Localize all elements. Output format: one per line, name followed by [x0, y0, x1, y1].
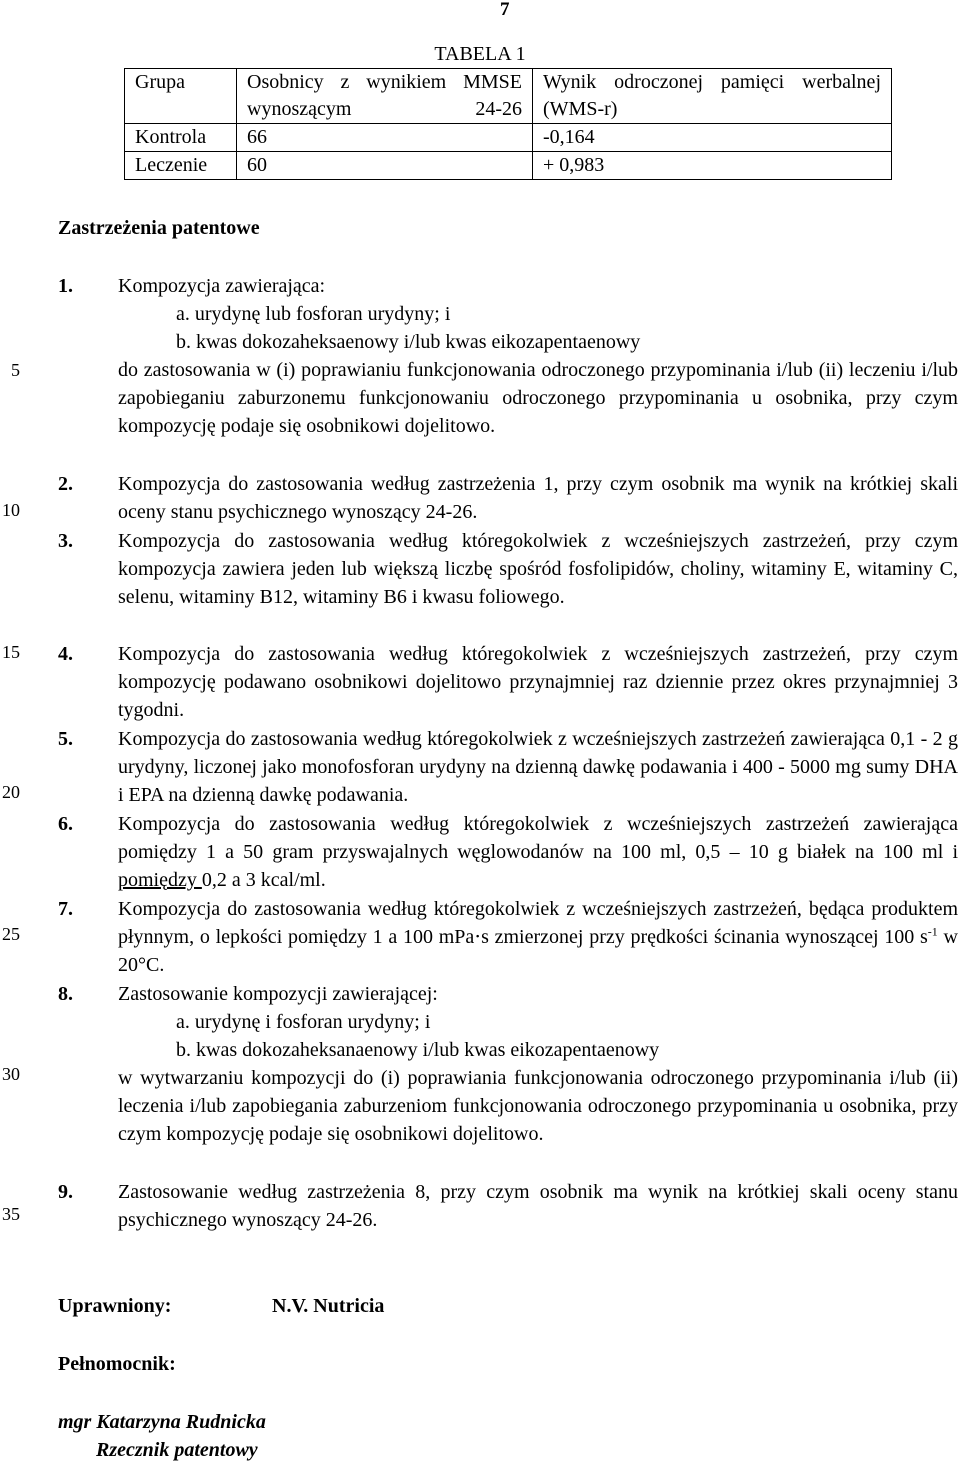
claim-text-part: Kompozycja do zastosowania według któregokolwiek z wcześniejszych zastrzeżeń, będąca produktem płynnym, o lepkości pomiędzy 1 a 100 mPa⋅s zmierzonej przy prędkości ścinania wynoszącej 100 s — [118, 898, 958, 948]
claim-number: 7. — [58, 898, 73, 920]
results-table — [124, 68, 892, 180]
attorney-role: Rzecznik patentowy — [96, 1439, 258, 1461]
claim-text-part: 0,2 a 3 kcal/ml. — [201, 869, 326, 891]
claim-item-a: a. urydynę lub fosforan urydyny; i — [176, 303, 451, 325]
page-number: 7 — [500, 0, 510, 20]
line-number: 10 — [2, 500, 20, 520]
superscript: -1 — [927, 924, 938, 939]
table-header-row — [125, 69, 892, 124]
claim-text-part: Kompozycja do zastosowania według któregokolwiek z wcześniejszych zastrzeżeń zawierająca pomiędzy 1 a 50 gram przyswajalnych węglowodanów na 100 ml, 0,5 – 10 g białek na 100 ml i — [118, 813, 958, 863]
table-header-cell: Osobnicy z wynikiem MMSE wynoszącym 24-26 — [237, 69, 533, 124]
table-cell: Leczenie — [125, 152, 237, 180]
table-cell: -0,164 — [533, 124, 892, 152]
claim-text — [118, 810, 958, 894]
claim-body: w wytwarzaniu kompozycji do (i) poprawiania funkcjonowania odroczonego przypominania i/lub (ii) leczenia i/lub zapobiegania zaburzeniom funkcjonowania odroczonego przypominania u osobnika, przy czym kompozycję podaje się osobnikowi dojelitowo. — [118, 1067, 958, 1145]
line-number: 15 — [2, 642, 20, 662]
claim-number: 9. — [58, 1181, 73, 1203]
table-cell: 66 — [237, 124, 533, 152]
claim-number: 8. — [58, 983, 73, 1005]
claim-text — [118, 895, 958, 979]
claim-number: 2. — [58, 473, 73, 495]
authorized-value: N.V. Nutricia — [272, 1295, 385, 1317]
line-number: 5 — [11, 360, 20, 380]
table-cell: 60 — [237, 152, 533, 180]
attorney-name: mgr Katarzyna Rudnicka — [58, 1411, 266, 1433]
claim-item-b: b. kwas dokozaheksaenowy i/lub kwas eikozapentaenowy — [176, 331, 641, 353]
claim-lead: Zastosowanie kompozycji zawierającej: — [118, 983, 438, 1005]
claim-text: Kompozycja do zastosowania według któregokolwiek z wcześniejszych zastrzeżeń, przy czym kompozycja zawiera jeden lub większą liczbę spośród fosfolipidów, choliny, witaminy E, witaminy C, selenu, witaminy B12, witaminy B6 i kwasu foliowego. — [118, 530, 958, 608]
table-caption: TABELA 1 — [434, 43, 526, 65]
table-row — [125, 152, 892, 180]
claim-text-part: w 20°C. — [118, 926, 958, 976]
claim-text: Kompozycja do zastosowania według któregokolwiek z wcześniejszych zastrzeżeń, przy czym kompozycję podawano osobnikowi dojelitowo przynajmniej raz dziennie przez okres przynajmniej 3 tygodni. — [118, 643, 958, 721]
authorized-label: Uprawniony: — [58, 1295, 172, 1317]
attorney-label: Pełnomocnik: — [58, 1353, 176, 1375]
table-header-cell: Wynik odroczonej pamięci werbalnej (WMS-r) — [533, 69, 892, 124]
claim-number: 4. — [58, 643, 73, 665]
line-number: 35 — [2, 1204, 20, 1224]
claim-text: Zastosowanie według zastrzeżenia 8, przy czym osobnik ma wynik na krótkiej skali oceny stanu psychicznego wynoszący 24-26. — [118, 1181, 958, 1231]
claim-body: do zastosowania w (i) poprawianiu funkcjonowania odroczonego przypominania i/lub (ii) leczeniu i/lub zapobieganiu zaburzonemu funkcjonowaniu odroczonego przypominania u osobnika, przy czym kompozycję podaje się osobnikowi dojelitowo. — [118, 359, 958, 437]
line-number: 20 — [2, 782, 20, 802]
claim-number: 5. — [58, 728, 73, 750]
table-cell: + 0,983 — [533, 152, 892, 180]
line-number: 25 — [2, 924, 20, 944]
claim-text: Kompozycja do zastosowania według któregokolwiek z wcześniejszych zastrzeżeń zawierająca 0,1 - 2 g urydyny, liczonej jako monofosforan urydyny na dzienną dawkę podawania i 400 - 5000 mg sumy DHA i EPA na dzienną dawkę podawania. — [118, 728, 958, 806]
claim-number: 3. — [58, 530, 73, 552]
claim-number: 6. — [58, 813, 73, 835]
claim-lead: Kompozycja zawierająca: — [118, 275, 326, 297]
table-header-cell: Grupa — [125, 69, 237, 124]
table-row — [125, 124, 892, 152]
claim-text: Kompozycja do zastosowania według zastrzeżenia 1, przy czym osobnik ma wynik na krótkiej skali oceny stanu psychicznego wynoszący 24-26. — [118, 473, 958, 523]
table-cell: Kontrola — [125, 124, 237, 152]
claims-heading: Zastrzeżenia patentowe — [58, 217, 260, 239]
claim-item-a: a. urydynę i fosforan urydyny; i — [176, 1011, 431, 1033]
claim-number: 1. — [58, 275, 73, 297]
line-number: 30 — [2, 1064, 20, 1084]
claim-text-underlined: pomiędzy — [118, 869, 202, 891]
claim-item-b: b. kwas dokozaheksanaenowy i/lub kwas eikozapentaenowy — [176, 1039, 660, 1061]
